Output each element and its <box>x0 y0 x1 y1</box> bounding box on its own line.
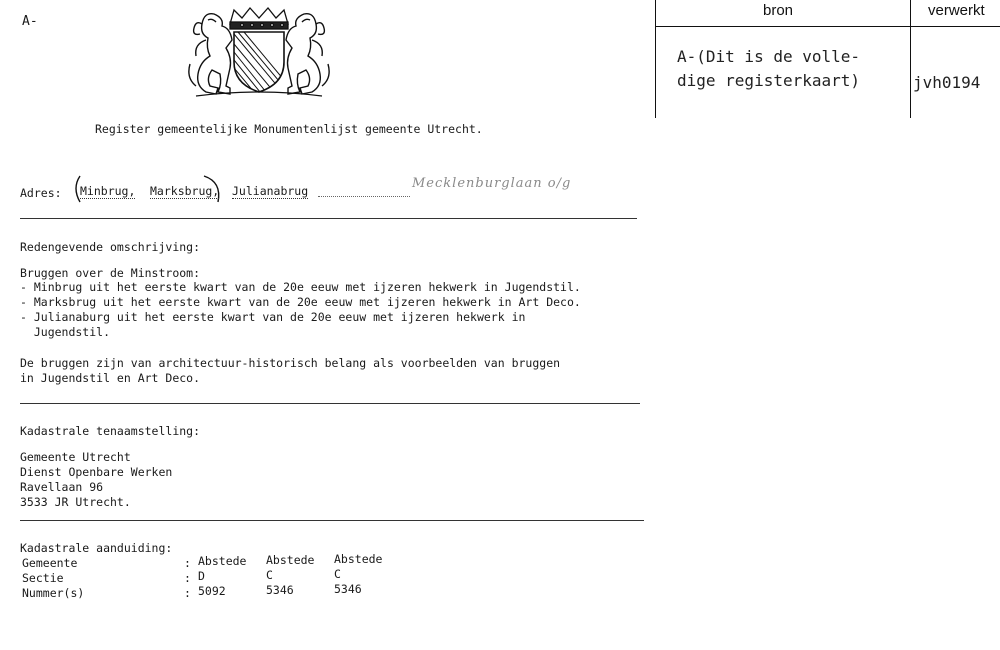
description-item: - Marksbrug uit het eerste kwart van de 20e eeuw met ijzeren hekwerk in Art Deco. <box>20 295 581 309</box>
processed-value: jvh0194 <box>913 73 981 92</box>
designation-value: Abstede <box>266 553 315 567</box>
owner-line: Gemeente Utrecht <box>20 450 131 464</box>
corner-letter: A- <box>22 14 38 29</box>
designation-value: C <box>266 568 273 582</box>
source-line-1: A-(Dit is de volle- <box>677 47 861 66</box>
designation-row-label: Sectie <box>22 571 64 585</box>
document-title: Register gemeentelijke Monumentenlijst gemeente Utrecht. <box>95 122 483 136</box>
owner-line: 3533 JR Utrecht. <box>20 495 131 509</box>
designation-colon: : <box>184 556 191 570</box>
section-divider <box>20 403 640 404</box>
description-conclusion: in Jugendstil en Art Deco. <box>20 371 201 385</box>
description-item: - Minbrug uit het eerste kwart van de 20e eeuw met ijzeren hekwerk in Jugendstil. <box>20 280 581 294</box>
designation-heading: Kadastrale aanduiding: <box>20 541 173 555</box>
address-dotted-leader <box>318 184 410 197</box>
column-header-source: bron <box>763 2 794 19</box>
description-item: - Julianaburg uit het eerste kwart van de 20e eeuw met ijzeren hekwerk in <box>20 310 526 324</box>
designation-value: C <box>334 567 341 581</box>
designation-value: D <box>198 569 205 583</box>
designation-value: 5092 <box>198 584 226 598</box>
description-heading: Redengevende omschrijving: <box>20 240 201 254</box>
description-intro: Bruggen over de Minstroom: <box>20 266 201 280</box>
handwritten-address-note: Mecklenburglaan o/g <box>412 176 572 191</box>
source-line-2: dige registerkaart) <box>677 71 861 90</box>
reference-table <box>655 0 1000 118</box>
address-label: Adres: <box>20 186 62 200</box>
owner-line: Ravellaan 96 <box>20 480 104 494</box>
address-bridge-3: Julianabrug <box>232 184 309 198</box>
designation-value: Abstede <box>334 552 383 566</box>
table-border-left <box>655 0 656 118</box>
column-header-processed: verwerkt <box>928 2 985 19</box>
owner-heading: Kadastrale tenaamstelling: <box>20 424 201 438</box>
description-conclusion: De bruggen zijn van architectuur-historisch belang als voorbeelden van bruggen <box>20 356 561 370</box>
address-bridge-2: Marksbrug, <box>150 184 220 198</box>
description-item: Jugendstil. <box>20 325 111 339</box>
designation-colon: : <box>184 586 191 600</box>
designation-row-label: Nummer(s) <box>22 586 85 600</box>
utrecht-coat-of-arms-icon <box>186 4 332 102</box>
designation-value: 5346 <box>334 582 362 596</box>
designation-value: 5346 <box>266 583 294 597</box>
section-divider <box>20 520 644 521</box>
table-divider <box>910 0 911 118</box>
address-bridge-1: Minbrug, <box>80 184 136 198</box>
designation-row-label: Gemeente <box>22 556 78 570</box>
owner-line: Dienst Openbare Werken <box>20 465 173 479</box>
designation-value: Abstede <box>198 554 247 568</box>
table-header-rule <box>655 26 1000 27</box>
section-divider <box>20 218 637 219</box>
designation-colon: : <box>184 571 191 585</box>
